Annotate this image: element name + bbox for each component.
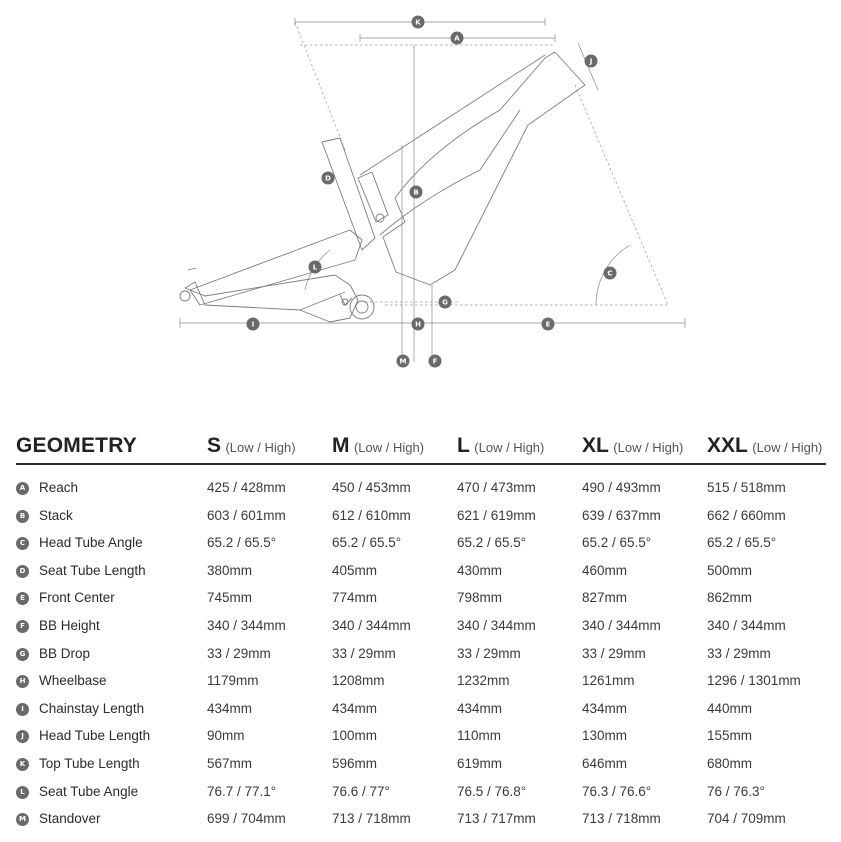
row-letter-badge: A [16, 482, 29, 495]
row-letter-badge: H [16, 675, 29, 688]
row-value: 33 / 29mm [207, 645, 271, 661]
row-label: Top Tube Length [39, 755, 140, 771]
table-row [16, 696, 826, 724]
marker-l-icon [309, 261, 322, 274]
table-row [16, 613, 826, 641]
svg-text:H: H [415, 320, 421, 329]
row-letter-badge: B [16, 510, 29, 523]
marker-c-icon [604, 267, 617, 280]
geometry-table [16, 433, 826, 834]
table-row [16, 475, 826, 503]
row-value: 596mm [332, 755, 378, 771]
row-value: 603 / 601mm [207, 507, 286, 523]
row-value: 1232mm [457, 673, 510, 689]
marker-g-icon [439, 296, 452, 309]
table-row [16, 585, 826, 613]
row-value: 100mm [332, 728, 378, 744]
row-label: BB Drop [39, 645, 91, 661]
marker-a-icon [451, 32, 464, 45]
row-label: Head Tube Length [39, 728, 151, 744]
row-value: 425 / 428mm [207, 480, 286, 495]
table-row [16, 779, 826, 807]
svg-text:F: F [432, 357, 438, 366]
svg-text:B: B [413, 188, 419, 197]
row-value: 65.2 / 65.5° [207, 535, 277, 551]
marker-b-icon [410, 186, 423, 199]
table-row [16, 530, 826, 558]
row-label: Seat Tube Angle [39, 783, 139, 799]
row-value: 515 / 518mm [707, 480, 786, 495]
row-letter-badge: F [16, 620, 29, 633]
row-value: 434mm [332, 700, 378, 716]
row-value: 745mm [207, 590, 253, 606]
row-value: 76.7 / 77.1° [207, 783, 277, 799]
row-value: 340 / 344mm [457, 617, 536, 633]
row-label: Standover [39, 811, 101, 827]
row-label: Chainstay Length [39, 700, 145, 716]
row-letter-badge: G [16, 648, 29, 661]
row-value: 90mm [207, 728, 245, 744]
row-label: Seat Tube Length [39, 562, 146, 578]
row-letter-badge: C [16, 537, 29, 550]
row-value: 110mm [457, 728, 502, 744]
row-value: 1261mm [582, 673, 635, 689]
row-value: 500mm [707, 562, 753, 578]
row-value: 130mm [582, 728, 628, 744]
row-value: 33 / 29mm [707, 645, 771, 661]
row-letter-badge: I [16, 703, 29, 716]
row-value: 662 / 660mm [707, 507, 786, 523]
row-value: 440mm [707, 700, 753, 716]
row-label: Stack [39, 507, 73, 523]
row-value: 798mm [457, 590, 503, 606]
row-label: Wheelbase [39, 673, 107, 689]
size-header-s: S (Low / High) [207, 434, 296, 457]
row-value: 340 / 344mm [332, 617, 411, 633]
row-letter-badge: K [16, 758, 29, 771]
row-value: 1179mm [207, 673, 259, 689]
row-value: 612 / 610mm [332, 507, 411, 523]
marker-h-icon [412, 318, 425, 331]
row-value: 76.5 / 76.8° [457, 783, 527, 799]
row-value: 65.2 / 65.5° [457, 535, 527, 551]
table-row [16, 503, 826, 531]
row-value: 155mm [707, 728, 753, 744]
row-letter-badge: M [16, 813, 29, 826]
marker-m-icon [397, 355, 410, 368]
row-value: 33 / 29mm [332, 645, 396, 661]
svg-text:I: I [251, 320, 255, 329]
marker-e-icon [542, 318, 555, 331]
marker-f-icon [429, 355, 442, 368]
marker-k-icon [412, 16, 425, 29]
row-value: 713 / 718mm [582, 811, 661, 827]
svg-text:C: C [607, 269, 613, 278]
row-value: 434mm [582, 700, 628, 716]
row-value: 450 / 453mm [332, 480, 411, 495]
size-header-m: M (Low / High) [332, 434, 425, 457]
table-row [16, 558, 826, 586]
svg-text:M: M [399, 357, 407, 366]
geometry-title: GEOMETRY [16, 434, 137, 457]
row-value: 713 / 717mm [457, 811, 536, 827]
row-value: 862mm [707, 590, 753, 606]
svg-text:D: D [325, 174, 331, 183]
frame-geometry-diagram [0, 0, 841, 380]
marker-j-icon [585, 55, 598, 68]
table-row [16, 751, 826, 779]
row-value: 65.2 / 65.5° [332, 535, 402, 551]
geometry-rows [16, 465, 826, 834]
row-value: 621 / 619mm [457, 507, 536, 523]
marker-i-icon [247, 318, 260, 331]
row-value: 340 / 344mm [707, 617, 786, 633]
row-value: 65.2 / 65.5° [707, 535, 777, 551]
row-value: 65.2 / 65.5° [582, 535, 652, 551]
row-label: Reach [39, 480, 79, 495]
row-letter-badge: L [16, 786, 29, 799]
svg-text:J: J [589, 57, 593, 66]
bike-frame [180, 52, 585, 322]
row-label: Front Center [39, 590, 115, 606]
svg-text:E: E [545, 320, 551, 329]
table-row [16, 668, 826, 696]
row-value: 1208mm [332, 673, 385, 689]
row-value: 340 / 344mm [207, 617, 286, 633]
row-letter-badge: D [16, 565, 29, 578]
svg-text:G: G [442, 298, 448, 307]
size-header-l: L (Low / High) [457, 434, 545, 457]
table-row [16, 806, 826, 834]
row-value: 827mm [582, 590, 628, 606]
row-value: 76 / 76.3° [707, 783, 765, 799]
row-value: 460mm [582, 562, 628, 578]
row-value: 699 / 704mm [207, 811, 286, 827]
table-row [16, 641, 826, 669]
row-value: 340 / 344mm [582, 617, 661, 633]
row-value: 774mm [332, 590, 378, 606]
row-value: 33 / 29mm [457, 645, 521, 661]
row-value: 1296 / 1301mm [707, 673, 801, 689]
row-value: 380mm [207, 562, 253, 578]
row-letter-badge: J [16, 730, 29, 743]
row-value: 680mm [707, 755, 753, 771]
row-label: Head Tube Angle [39, 535, 143, 551]
row-value: 76.6 / 77° [332, 783, 390, 799]
row-value: 430mm [457, 562, 503, 578]
size-header-xl: XL (Low / High) [582, 434, 684, 457]
row-value: 434mm [207, 700, 253, 716]
row-label: BB Height [39, 617, 100, 633]
svg-text:A: A [454, 34, 460, 43]
row-letter-badge: E [16, 592, 29, 605]
svg-text:L: L [312, 263, 318, 272]
row-value: 33 / 29mm [582, 645, 646, 661]
row-value: 639 / 637mm [582, 507, 661, 523]
svg-text:K: K [415, 18, 421, 27]
row-value: 470 / 473mm [457, 480, 536, 495]
dimension-lines [180, 18, 685, 362]
row-value: 619mm [457, 755, 503, 771]
row-value: 405mm [332, 562, 378, 578]
row-value: 490 / 493mm [582, 480, 661, 495]
table-row [16, 723, 826, 751]
row-value: 704 / 709mm [707, 811, 786, 827]
row-value: 646mm [582, 755, 628, 771]
row-value: 76.3 / 76.6° [582, 783, 652, 799]
geometry-table-header [16, 433, 826, 465]
row-value: 713 / 718mm [332, 811, 411, 827]
marker-d-icon [322, 172, 335, 185]
row-value: 434mm [457, 700, 503, 716]
row-value: 567mm [207, 755, 253, 771]
size-header-xxl: XXL (Low / High) [707, 434, 823, 457]
